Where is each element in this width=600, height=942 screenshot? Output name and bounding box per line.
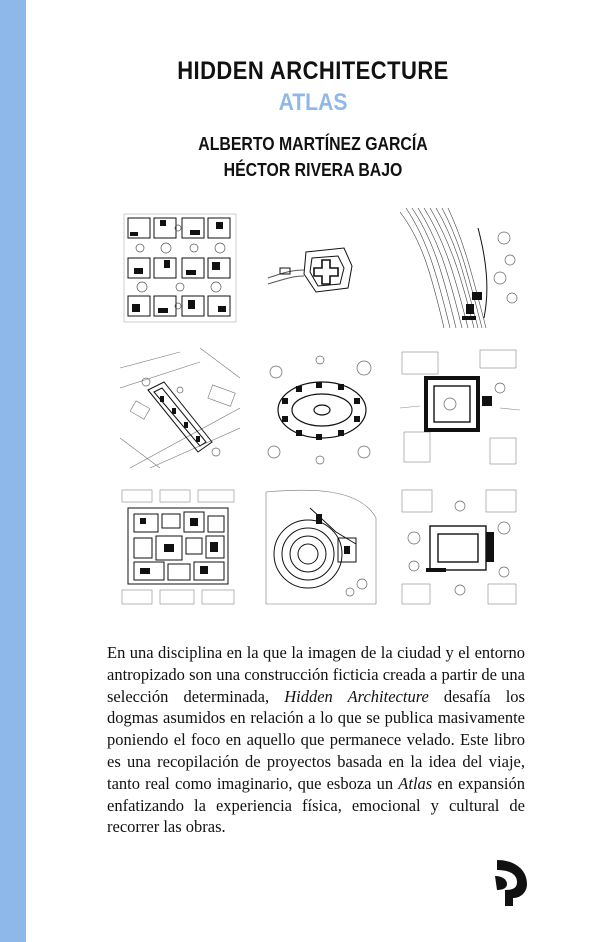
author-name-1: ALBERTO MARTÍNEZ GARCÍA — [198, 134, 428, 154]
author-name-2: HÉCTOR RIVERA BAJO — [223, 160, 403, 180]
blurb-text-1: En una disciplina en la que la imagen de la ciudad y el entorno antropizado son una construcción ficticia creada a partir de una selección determinada, — [107, 643, 525, 706]
oval-courtyard-plan — [260, 348, 380, 468]
cruciform-building-plan — [260, 208, 380, 328]
book-title: HIDDEN ARCHITECTURE — [177, 57, 449, 85]
contour-landscape-plan — [400, 208, 520, 328]
circular-theatre-plan — [260, 488, 380, 608]
book-subtitle: ATLAS — [278, 89, 348, 116]
publisher-logo-icon — [493, 858, 529, 908]
blurb-italic-title: Hidden Architecture — [284, 686, 429, 706]
square-courtyard-plan — [400, 348, 520, 468]
blurb-paragraph — [107, 642, 525, 838]
dense-medina-plan — [120, 488, 240, 608]
blurb-text-2: desafía los dogmas asumidos en relación a lo que se publica masivamente poniendo el foco en aquello que permanece velado. Este libro es una recopilación de proyectos basada en la idea del viaje, tanto real como imaginario, que esboza un — [107, 686, 525, 793]
rectangular-pool-plan — [400, 488, 520, 608]
blurb-text-3: en expansión enfatizando la experiencia física, emocional y cultural de recorrer las obras. — [107, 773, 525, 837]
blurb-italic-atlas: Atlas — [398, 773, 433, 793]
plan-grid — [120, 208, 520, 608]
spine-stripe — [0, 0, 26, 942]
housing-block-plan — [120, 208, 240, 328]
linear-building-urban-plan — [120, 348, 240, 468]
